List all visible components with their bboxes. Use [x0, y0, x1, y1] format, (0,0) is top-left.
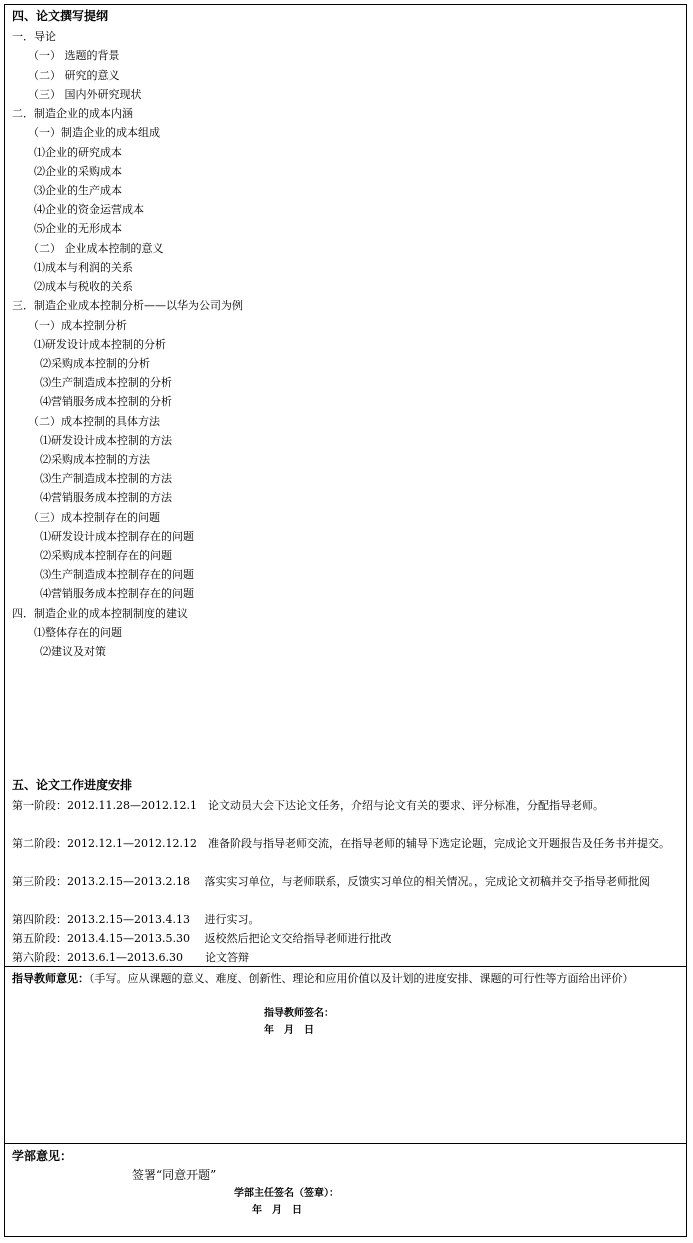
outline-line: ⑶生产制造成本控制的方法	[40, 472, 172, 485]
advisor-label: 指导教师意见：	[12, 972, 89, 985]
section-divider	[4, 1143, 687, 1144]
outline-line: 一．导论	[12, 30, 56, 43]
outline-line: ⑶生产制造成本控制存在的问题	[40, 568, 194, 581]
outline-line: ⑷营销服务成本控制的方法	[40, 491, 172, 504]
outline-line: 三．制造企业成本控制分析——以华为公司为例	[12, 299, 243, 312]
department-signature-label: 学部主任签名（签章）：	[234, 1188, 339, 1199]
outline-line: ⑴研发设计成本控制的方法	[40, 434, 172, 447]
schedule-item: 第二阶段：2012.12.1—2012.12.12 准备阶段与指导老师交流，在指导老师的辅导下选定论题，完成论文开题报告及任务书并提交。	[12, 837, 670, 850]
department-date-label: 年 月 日	[252, 1205, 302, 1216]
outline-line: （一）成本控制分析	[28, 319, 127, 332]
outline-line: （一）制造企业的成本组成	[28, 126, 160, 139]
outline-line: （一） 选题的背景	[28, 49, 120, 62]
outline-line: ⑵企业的采购成本	[34, 165, 122, 178]
outline-line: （二）成本控制的具体方法	[28, 415, 160, 428]
outline-line: ⑶企业的生产成本	[34, 184, 122, 197]
outline-line: ⑵采购成本控制存在的问题	[40, 549, 172, 562]
outline-line: ⑷营销服务成本控制的分析	[40, 395, 172, 408]
schedule-item: 第一阶段：2012.11.28—2012.12.1 论文动员大会下达论文任务，介绍与论文有关的要求、评分标准，分配指导老师。	[12, 799, 604, 812]
outline-line: ⑶生产制造成本控制的分析	[40, 376, 172, 389]
schedule-item: 第五阶段：2013.4.15—2013.5.30 返校然后把论文交给指导老师进行批改	[12, 932, 392, 945]
outline-line: ⑵采购成本控制的方法	[40, 453, 150, 466]
department-opinion: 签署“同意开题”	[132, 1168, 217, 1182]
outline-heading: 四、论文撰写提纲	[12, 9, 109, 23]
schedule-heading: 五、论文工作进度安排	[12, 778, 133, 792]
outline-line: ⑴研发设计成本控制的分析	[34, 338, 166, 351]
outline-line: （二） 企业成本控制的意义	[28, 242, 164, 255]
outline-line: （三） 国内外研究现状	[28, 88, 142, 101]
outline-line: ⑵建议及对策	[40, 645, 106, 658]
outline-line: ⑴整体存在的问题	[34, 626, 122, 639]
outline-line: ⑴成本与利润的关系	[34, 261, 133, 274]
advisor-instruction: （手写。应从课题的意义、难度、创新性、理论和应用价值以及计划的进度安排、课题的可行性等方面给出评价）	[89, 972, 634, 985]
outline-line: 四．制造企业的成本控制制度的建议	[12, 607, 188, 620]
schedule-item: 第三阶段：2013.2.15—2013.2.18 落实实习单位，与老师联系，反馈实习单位的相关情况。，完成论文初稿并交予指导老师批阅	[12, 875, 650, 888]
schedule-item: 第六阶段：2013.6.1—2013.6.30 论文答辩	[12, 951, 249, 964]
outline-line: ⑷企业的资金运营成本	[34, 203, 144, 216]
schedule-item: 第四阶段：2013.2.15—2013.4.13 进行实习。	[12, 913, 260, 926]
outline-line: （二） 研究的意义	[28, 69, 120, 82]
outline-line: （三）成本控制存在的问题	[28, 511, 160, 524]
outline-line: ⑷营销服务成本控制存在的问题	[40, 587, 194, 600]
department-label: 学部意见：	[12, 1149, 73, 1163]
outline-line: ⑵采购成本控制的分析	[40, 357, 150, 370]
outline-line: 二．制造企业的成本内涵	[12, 107, 133, 120]
outline-line: ⑴研发设计成本控制存在的问题	[40, 530, 194, 543]
advisor-date-label: 年 月 日	[264, 1025, 314, 1036]
outline-line: ⑸企业的无形成本	[34, 222, 122, 235]
advisor-signature-label: 指导教师签名：	[264, 1008, 334, 1019]
outline-line: ⑵成本与税收的关系	[34, 280, 133, 293]
outline-line: ⑴企业的研究成本	[34, 146, 122, 159]
advisor-opinion	[12, 969, 682, 988]
section-divider	[4, 966, 687, 967]
